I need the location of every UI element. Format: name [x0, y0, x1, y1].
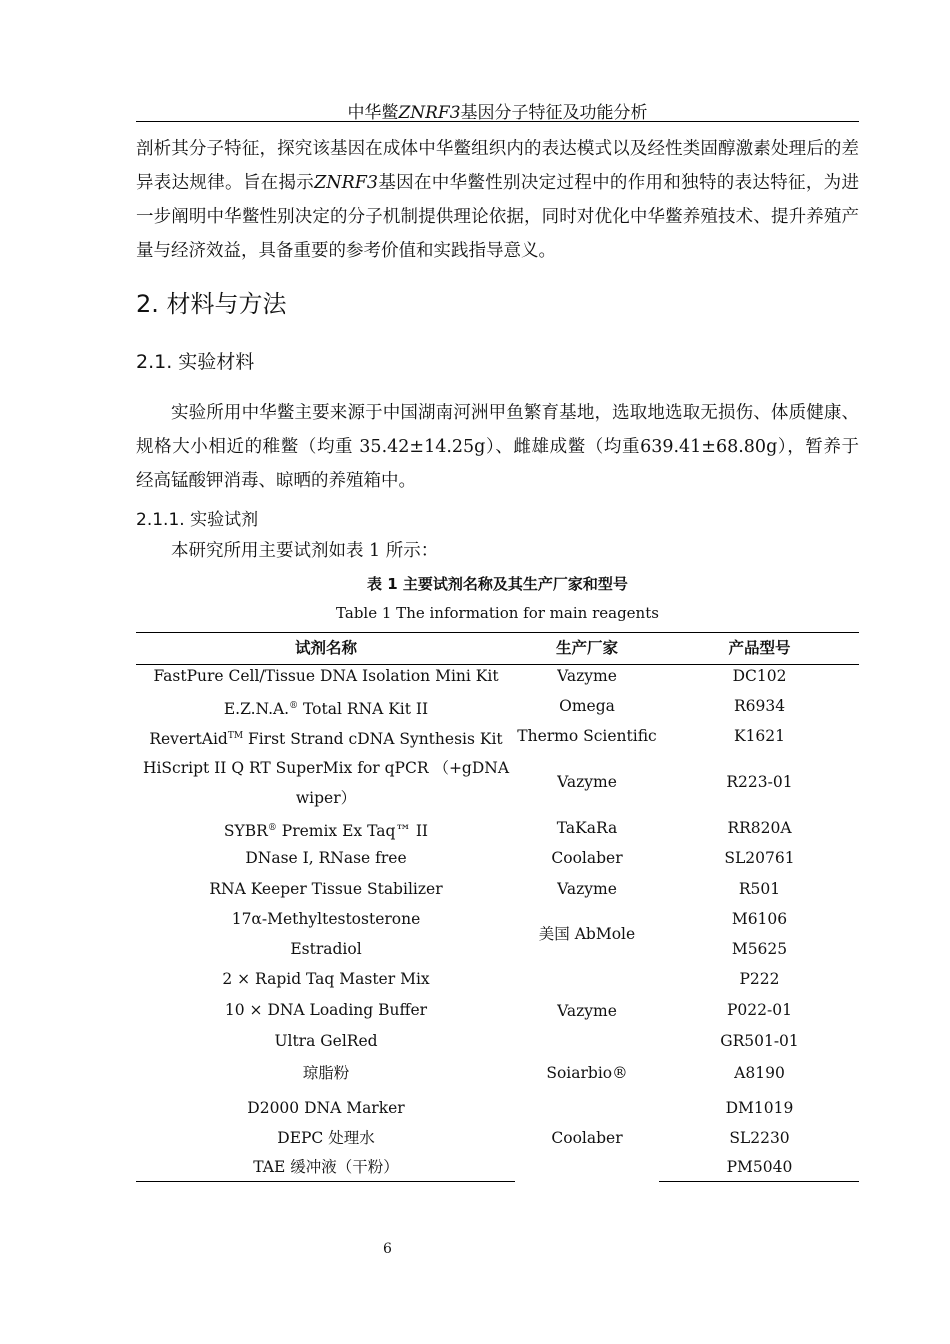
manufacturer: Coolaber	[551, 849, 623, 867]
materials-paragraph: 实验所用中华鳖主要来源于中国湖南河洲甲鱼繁育基地，选取地选取无损伤、体质健康、规格大小相近的稚鳖（均重 35.42±14.25g）、雌雄成鳖（均重639.41±68.80g），暂养于经高锰酸钾消毒、晾晒的养殖箱中。	[136, 403, 859, 491]
reagent-name: Ultra GelRed	[274, 1032, 378, 1050]
table-header-manufacturer: 生产厂家	[555, 639, 618, 657]
manufacturer: Thermo Scientific	[517, 727, 657, 745]
table-caption-cn: 表 1 主要试剂名称及其生产厂家和型号	[367, 575, 628, 593]
manufacturer: Vazyme	[557, 1002, 617, 1020]
product-model: R501	[738, 880, 781, 898]
reagent-name: FastPure Cell/Tissue DNA Isolation Mini Kit	[153, 667, 499, 685]
manufacturer: Vazyme	[557, 773, 617, 791]
reagent-name: 17α-Methyltestosterone	[231, 910, 421, 928]
reagent-name: HiScript II Q RT SuperMix for qPCR （+gDNA	[142, 759, 510, 777]
section-heading-2-1-1: 2.1.1. 实验试剂	[136, 510, 259, 530]
manufacturer: 美国 AbMole	[538, 925, 636, 943]
product-model: DM1019	[725, 1099, 794, 1117]
table-header-name: 试剂名称	[294, 639, 357, 657]
section-heading-2-1: 2.1. 实验材料	[136, 351, 255, 373]
product-model: A8190	[734, 1064, 785, 1082]
page-number: 6	[383, 1241, 392, 1257]
manufacturer: TaKaRa	[556, 819, 618, 837]
reagents-intro: 本研究所用主要试剂如表 1 所示：	[171, 541, 439, 561]
reagent-name: E.Z.N.A.® Total RNA Kit II	[223, 700, 429, 719]
manufacturer: Omega	[559, 697, 615, 715]
intro-paragraph: 剖析其分子特征，探究该基因在成体中华鳖组织内的表达模式以及经性类固醇激素处理后的差异表达规律。旨在揭示ZNRF3基因在中华鳖性别决定过程中的作用和独特的表达特征，为进一步阐明中华鳖性别决定的分子机制提供理论依据，同时对优化中华鳖养殖技术、提升养殖产量与经济效益，具备重要的参考价值和实践指导意义。	[136, 139, 859, 261]
reagent-name: Estradiol	[290, 940, 362, 958]
product-model: M5625	[731, 940, 788, 958]
reagent-name: RNA Keeper Tissue Stabilizer	[209, 880, 443, 898]
product-model: P222	[739, 970, 780, 988]
section-heading-2: 2. 材料与方法	[136, 290, 287, 318]
product-model: GR501-01	[720, 1032, 799, 1050]
reagent-name: 2 × Rapid Taq Master Mix	[222, 970, 430, 988]
reagent-name: DNase I, RNase free	[245, 849, 407, 867]
product-model: SL2230	[729, 1129, 790, 1147]
table-caption-en: Table 1 The information for main reagents	[336, 604, 659, 622]
reagent-name: TAE 缓冲液（干粉）	[253, 1158, 399, 1176]
manufacturer: Vazyme	[557, 880, 617, 898]
product-model: SL20761	[724, 849, 795, 867]
reagent-name: 琼脂粉	[302, 1064, 350, 1082]
reagent-name: D2000 DNA Marker	[247, 1099, 405, 1117]
product-model: R223-01	[726, 773, 793, 791]
product-model: K1621	[733, 727, 786, 745]
table-top-rule	[136, 632, 859, 633]
reagent-name: RevertAid™ First Strand cDNA Synthesis Kit	[149, 730, 503, 749]
product-model: RR820A	[727, 819, 792, 837]
product-model: M6106	[731, 910, 788, 928]
manufacturer: Soiarbio®	[546, 1064, 628, 1082]
reagent-name-continued: wiper）	[295, 789, 357, 807]
product-model: R6934	[733, 697, 786, 715]
table-header-model: 产品型号	[728, 639, 791, 657]
manufacturer: Vazyme	[557, 667, 617, 685]
manufacturer: Coolaber	[551, 1129, 623, 1147]
product-model: DC102	[732, 667, 787, 685]
product-model: P022-01	[727, 1001, 792, 1019]
product-model: PM5040	[726, 1158, 793, 1176]
reagent-name: DEPC 处理水	[277, 1129, 375, 1147]
reagent-name: SYBR® Premix Ex Taq™ II	[223, 822, 429, 841]
running-header: 中华鳖ZNRF3基因分子特征及功能分析	[347, 103, 648, 123]
header-rule	[136, 121, 859, 122]
reagent-name: 10 × DNA Loading Buffer	[224, 1001, 428, 1019]
